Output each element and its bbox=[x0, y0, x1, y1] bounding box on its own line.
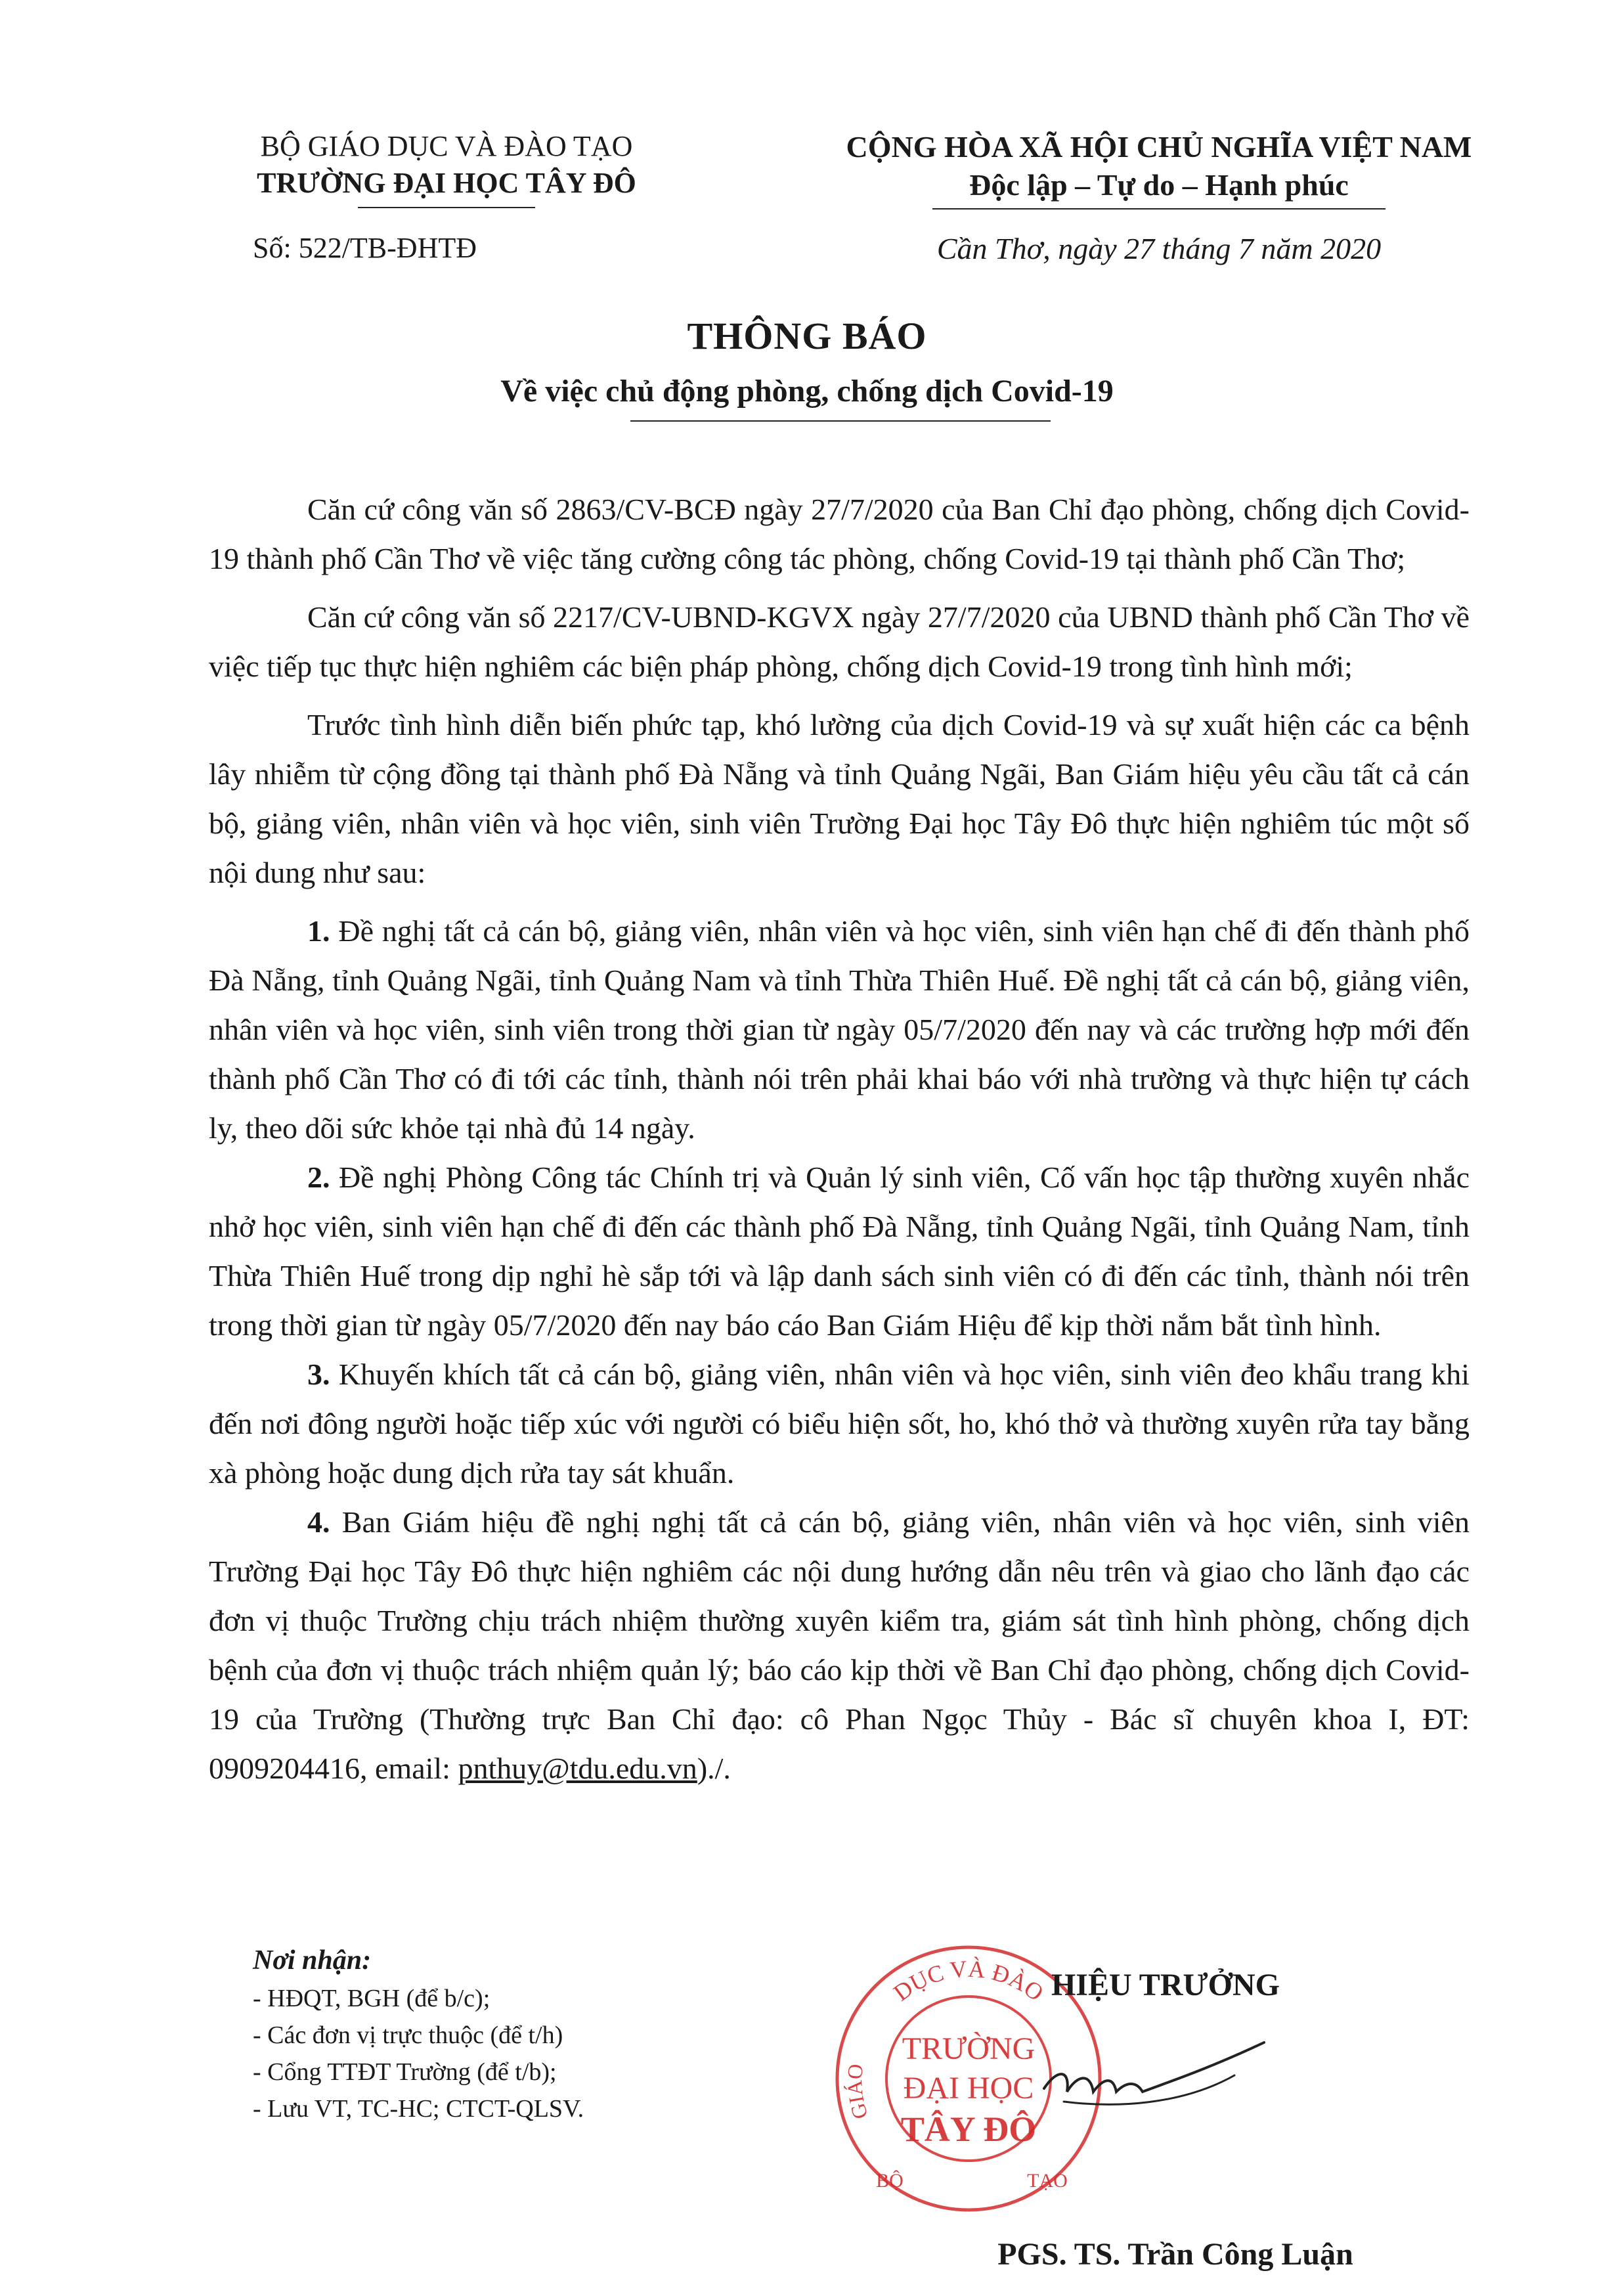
seal-left-text: GIÁO bbox=[842, 2063, 873, 2122]
recipient-item: - Cổng TTĐT Trường (để t/b); bbox=[253, 2058, 557, 2086]
paragraph: Căn cứ công văn số 2217/CV-UBND-KGVX ngày 27/7/2020 của UBND thành phố Cần Thơ về việc tiếp tục thực hiện nghiêm các biện pháp phòng, chống dịch Covid-19 trong tình hình mới; bbox=[209, 600, 1470, 683]
document-number: Số: 522/TB-ĐHTĐ bbox=[253, 232, 477, 264]
place-date: Cần Thơ, ngày 27 tháng 7 năm 2020 bbox=[936, 232, 1382, 265]
seal-top-text: DỤC VÀ ĐÀO bbox=[888, 1955, 1049, 2006]
item-text: Đề nghị Phòng Công tác Chính trị và Quản lý sinh viên, Cố vấn học tập thường xuyên nhắc nhở học viên, sinh viên hạn chế đi đến các thành phố Đà Nẵng, tỉnh Quảng Ngãi, tỉnh Quảng Nam, tỉnh Thừa Thiên Huế trong dịp nghỉ hè sắp tới và lập danh sách sinh viên có đi đến các tỉnh, thành nói trên trong thời gian từ ngày 05/7/2020 đến nay báo cáo Ban Giám Hiệu để kịp thời nắm bắt tình hình. bbox=[209, 1160, 1470, 1342]
item-number: 1. bbox=[307, 914, 330, 948]
document-subtitle: Về việc chủ động phòng, chống dịch Covid-19 bbox=[500, 374, 1114, 408]
recipient-item: - Lưu VT, TC-HC; CTCT-QLSV. bbox=[253, 2095, 584, 2123]
item-number: 3. bbox=[307, 1358, 330, 1391]
issuer-block bbox=[197, 128, 696, 208]
national-motto: Độc lập – Tự do – Hạnh phúc bbox=[969, 168, 1349, 202]
recipient-item: - Các đơn vị trực thuộc (để t/h) bbox=[253, 2021, 563, 2049]
item-number: 2. bbox=[307, 1160, 330, 1194]
school-name: TRƯỜNG ĐẠI HỌC TÂY ĐÔ bbox=[257, 167, 636, 199]
signer-name: PGS. TS. Trần Công Luận bbox=[997, 2237, 1353, 2272]
motto-underline bbox=[932, 208, 1385, 210]
document-body bbox=[209, 485, 1470, 1793]
recipients-heading: Nơi nhận: bbox=[253, 1945, 372, 1976]
item-text: Khuyến khích tất cả cán bộ, giảng viên, nhân viên và học viên, sinh viên đeo khẩu trang khi đến nơi đông người hoặc tiếp xúc với người có biểu hiện sốt, ho, khó thở và thường xuyên rửa tay bằng xà phòng hoặc dung dịch rửa tay sát khuẩn. bbox=[209, 1358, 1470, 1490]
list-item bbox=[209, 1497, 1470, 1793]
paragraph: Trước tình hình diễn biến phức tạp, khó lường của dịch Covid-19 và sự xuất hiện các ca bệnh lây nhiễm từ cộng đồng tại thành phố Đà Nẵng và tỉnh Quảng Ngãi, Ban Giám hiệu yêu cầu tất cả cán bộ, giảng viên, nhân viên và học viên, sinh viên Trường Đại học Tây Đô thực hiện nghiêm túc một số nội dung như sau: bbox=[209, 708, 1470, 889]
document-title: THÔNG BÁO bbox=[687, 315, 927, 357]
handwritten-signature bbox=[1037, 2029, 1274, 2128]
email-link[interactable]: pnthuy@tdu.edu.vn bbox=[458, 1752, 697, 1785]
list-item bbox=[209, 1153, 1470, 1350]
seal-line-1: TRƯỜNG bbox=[902, 2031, 1036, 2066]
seal-bottom-right: TẠO bbox=[1027, 2170, 1068, 2192]
recipient-item: - HĐQT, BGH (để b/c); bbox=[253, 1985, 491, 2012]
item-text: Ban Giám hiệu đề nghị nghị tất cả cán bộ, giảng viên, nhân viên và học viên, sinh viên Trường Đại học Tây Đô thực hiện nghiêm các nội dung hướng dẫn nêu trên và giao cho lãnh đạo các đơn vị thuộc Trường chịu trách nhiệm thường xuyên kiểm tra, giám sát tình hình phòng, chống dịch bệnh của đơn vị thuộc trách nhiệm quản lý; báo cáo kịp thời về Ban Chỉ đạo phòng, chống dịch Covid-19 của Trường (Thường trực Ban Chỉ đạo: cô Phan Ngọc Thủy - Bác sĩ chuyên khoa I, ĐT: 0909204416, email: bbox=[209, 1505, 1470, 1785]
subtitle-underline bbox=[630, 420, 1051, 422]
seal-line-3: TÂY ĐÔ bbox=[900, 2109, 1037, 2149]
country-name: CỘNG HÒA XÃ HỘI CHỦ NGHĨA VIỆT NAM bbox=[846, 130, 1472, 164]
signer-title: HIỆU TRƯỞNG bbox=[1051, 1968, 1280, 2002]
paragraph: Căn cứ công văn số 2863/CV-BCĐ ngày 27/7/2020 của Ban Chỉ đạo phòng, chống dịch Covid-19 thành phố Cần Thơ về việc tăng cường công tác phòng, chống Covid-19 tại thành phố Cần Thơ; bbox=[209, 493, 1470, 575]
list-item bbox=[209, 1350, 1470, 1497]
svg-text:GIÁO bbox=[842, 2063, 872, 2121]
seal-bottom-left: BỘ bbox=[876, 2170, 904, 2192]
ministry-name: BỘ GIÁO DỤC VÀ ĐÀO TẠO bbox=[260, 130, 633, 162]
national-header bbox=[808, 128, 1510, 210]
item-tail: )./. bbox=[697, 1752, 731, 1785]
list-item bbox=[209, 906, 1470, 1153]
issuer-underline bbox=[358, 207, 535, 208]
recipients-block bbox=[253, 1941, 791, 2127]
item-number: 4. bbox=[307, 1505, 330, 1539]
seal-line-2: ĐẠI HỌC bbox=[903, 2071, 1034, 2106]
item-text: Đề nghị tất cả cán bộ, giảng viên, nhân viên và học viên, sinh viên hạn chế đi đến thành phố Đà Nẵng, tỉnh Quảng Ngãi, tỉnh Quảng Nam và tỉnh Thừa Thiên Huế. Đề nghị tất cả cán bộ, giảng viên, nhân viên và học viên, sinh viên trong thời gian từ ngày 05/7/2020 đến nay và các trường hợp mới đến thành phố Cần Thơ có đi tới các tỉnh, thành nói trên phải khai báo với nhà trường và thực hiện tự cách ly, theo dõi sức khỏe tại nhà đủ 14 ngày. bbox=[209, 914, 1470, 1145]
